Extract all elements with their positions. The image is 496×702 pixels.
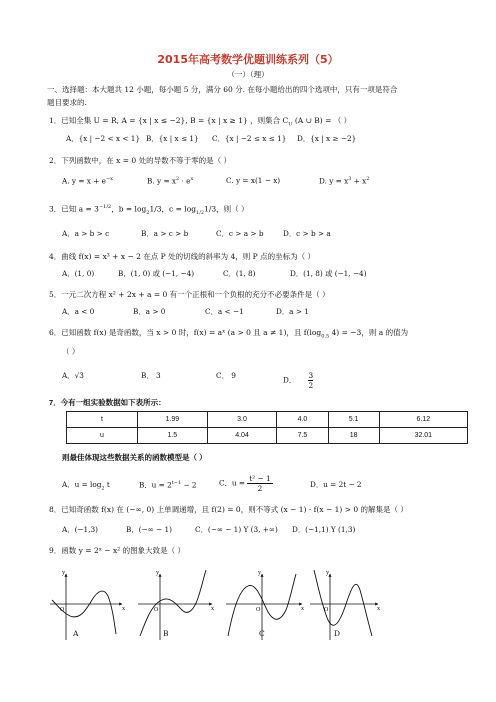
question-2-option-c: C. y = x(1 − x)	[226, 176, 281, 185]
question-1-option-d: D．{x | x ≥ −2}	[297, 134, 357, 143]
graph-c-x-label: x	[301, 606, 304, 612]
question-8-option-c: C．(−∞ − 1) Y (3, +∞)	[195, 525, 278, 534]
question-9-stem: 9．函数 y = 2ˣ − x² 的图象大致是（ ）	[49, 546, 185, 555]
graph-d-y-label: y	[326, 570, 329, 576]
fraction-denominator: 2	[257, 484, 263, 493]
question-3-option-c: C．c > a > b	[216, 229, 264, 238]
table-row	[67, 412, 468, 428]
question-3-option-a: A．a > b > c	[62, 229, 110, 238]
question-4-option-a: A．(1, 0)	[62, 269, 95, 278]
table-cell: 4.04	[207, 428, 277, 444]
question-1-stem: 1．已知全集 U = R, A = {x | x ≤ −2}, B = {x | x ≥ 1} ，则集合 $C_U$ (A ∪ B) = （ ）	[49, 116, 352, 128]
table-cell: t	[67, 412, 138, 428]
table-cell: 3.0	[207, 412, 277, 428]
question-7-stem: 7．今有一组实验数据如下表所示：	[49, 398, 166, 407]
question-3-stem: 3．已知 $a = 3^{-1/2}$，$b = \log_21/3$，$c = \log_{1/2}1/3$，则（ ）	[49, 204, 249, 216]
question-6-option-d: D． $\frac{3}{2}$	[283, 371, 314, 390]
fraction-numerator: t² − 1	[249, 474, 271, 483]
table-cell: 5.1	[328, 412, 379, 428]
graph-label-b: B	[163, 629, 169, 638]
table-cell: u	[67, 428, 138, 444]
graph-a	[50, 570, 125, 640]
question-8-option-d: D．(−1,1) Y (1,3)	[292, 525, 356, 534]
table-cell: 1.99	[138, 412, 208, 428]
question-2-option-b: B. $y = x^2 \cdot e^x$	[147, 176, 194, 186]
question-6-option-c: C． 9	[216, 371, 236, 380]
question-3-option-b: B．a > c > b	[141, 229, 189, 238]
graph-a-y-label: y	[62, 570, 65, 576]
table-cell: 18	[328, 428, 379, 444]
question-6-option-b: B． 3	[141, 371, 161, 380]
table-row	[67, 428, 468, 444]
question-8-option-b: B．(−∞ − 1)	[126, 525, 172, 534]
graph-d	[310, 570, 380, 640]
question-7-question: 则最佳体现这些数据关系的函数模型是（ ）	[62, 453, 207, 462]
question-4-option-d: D．(1, 8) 或 (−1, −4)	[290, 269, 367, 278]
question-7-option-a: A．$u = \log_2 t$	[62, 480, 110, 492]
graph-c-y-label: y	[258, 570, 261, 576]
question-2-option-a: A. $y = x + e^{-x}$	[62, 176, 113, 186]
graph-b-y-label: y	[156, 570, 159, 576]
question-5-option-a: A．a < 0	[62, 307, 95, 316]
question-4-option-c: C．(1, 8)	[223, 269, 256, 278]
question-7-option-b: B．$u = 2^{t-1} - 2$	[139, 480, 197, 490]
page-title: 2015年高考数学优题训练系列（5）	[157, 53, 339, 66]
question-7-option-d: D．u = 2t − 2	[310, 480, 362, 489]
question-6-paren: （ ）	[62, 347, 80, 356]
question-2-option-d: D. $y = x^3 + x^2$	[319, 176, 370, 186]
page-subtitle: （一）（理）	[227, 70, 269, 79]
table-cell: 4.0	[277, 412, 328, 428]
graph-label-a: A	[73, 629, 79, 638]
graph-a-origin: O	[60, 607, 65, 613]
data-table	[66, 411, 468, 444]
question-5-stem: 5．一元二次方程 x² + 2x + a = 0 有一个正根和一个负根的充分不必要条件是（ ）	[49, 290, 330, 299]
question-1-option-c: C．{x | −2 ≤ x ≤ 1}	[212, 134, 287, 143]
question-1-option-b: B．{x | x ≤ 1}	[146, 134, 199, 143]
table-cell: 32.01	[379, 428, 467, 444]
question-6-stem: 6．已知函数 f(x) 是奇函数，当 x > 0 时，f(x) = aˣ (a > 0 且 a ≠ 1)，且 $f(\log_{0.5}$ 4) = −3，则 a 的值为	[49, 328, 409, 340]
fraction-denominator: 2	[308, 381, 314, 390]
question-8-stem: 8．已知奇函数 f(x) 在 (−∞, 0) 上单调递增，且 f(2) = 0，则不等式 (x − 1) · f(x − 1) > 0 的解集是（ ）	[49, 505, 408, 514]
question-5-option-c: C．a < −1	[205, 307, 244, 316]
table-cell: 7.5	[277, 428, 328, 444]
section-intro-cont: 题目要求的.	[47, 98, 87, 107]
question-3-option-d: D．c > b > a	[283, 229, 331, 238]
fraction-numerator: 3	[308, 371, 314, 380]
graph-d-origin: O	[324, 607, 329, 613]
question-5-option-b: B．a > 0	[133, 307, 166, 316]
question-6-option-a: A．√3	[62, 371, 84, 380]
question-7-option-c: C．u = $\frac{\text{t² − 1}}{2}$	[219, 474, 271, 493]
question-2-stem: 2．下列函数中，在 x = 0 处的导数不等于零的是（ ）	[49, 156, 231, 165]
graph-label-d: D	[334, 629, 341, 638]
graph-d-x-label: x	[377, 606, 380, 612]
graph-b-x-label: x	[211, 606, 214, 612]
question-1-option-a: A．{x | −2 < x < 1}	[66, 134, 141, 143]
table-cell: 6.12	[379, 412, 467, 428]
table-cell: 1.5	[138, 428, 208, 444]
graph-b	[138, 570, 214, 640]
section-intro: 一、选择题：本大题共 12 小题，每小题 5 分，满分 60 分. 在每小题给出的四个选项中，只有一项是符合	[47, 85, 398, 94]
graph-b-origin: O	[154, 607, 159, 613]
question-4-stem: 4．曲线 f(x) = x³ + x − 2 在点 P 处的切线的斜率为 4，则 P 点的坐标为（ ）	[49, 252, 315, 261]
graph-a-x-label: x	[122, 606, 125, 612]
question-4-option-b: B．(1, 0) 或 (−1, −4)	[118, 269, 195, 278]
question-5-option-d: D．a > 1	[276, 307, 309, 316]
graph-label-c: C	[259, 629, 265, 638]
graph-c	[226, 570, 304, 640]
graph-c-origin: O	[256, 607, 261, 613]
question-8-option-a: A．(−1,3)	[62, 525, 98, 534]
